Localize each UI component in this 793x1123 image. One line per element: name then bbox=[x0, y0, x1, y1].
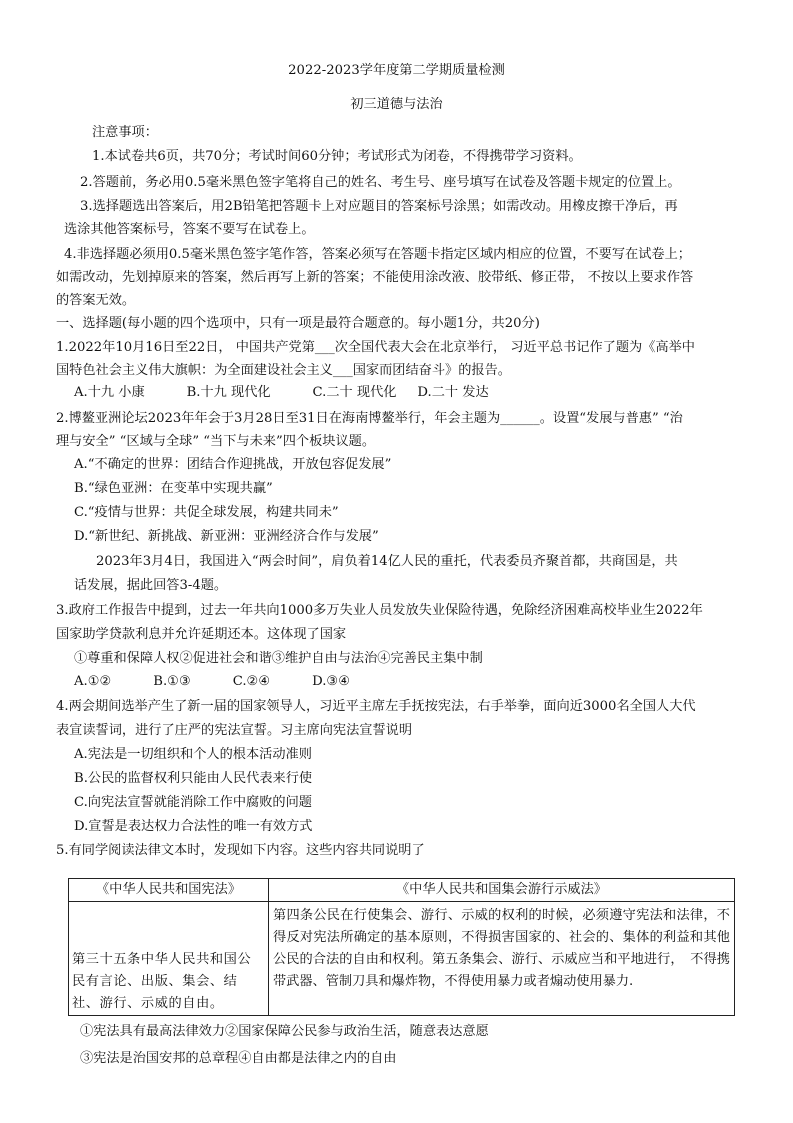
question-2-line1: 2.博鳌亚洲论坛2023年年会于3月28日至31日在海南博鳌举行，年会主题为______。设置“发展与普惠” “治 bbox=[56, 411, 683, 426]
question-4-line2: 表宣读誓词，进行了庄严的宪法宣誓。习主席向宪法宣誓说明 bbox=[56, 723, 413, 738]
question-4-option-b: B.公民的监督权利只能由人民代表来行使 bbox=[74, 771, 313, 786]
question-2-option-d: D.“新世纪、新挑战、新亚洲：亚洲经济合作与发展” bbox=[74, 529, 379, 544]
table-cell-assembly-law-articles: 第四条公民在行使集会、游行、示威的权利的时候，必须遵守宪法和法律，不得反对宪法所确定的基本原则，不得损害国家的、社会的、集体的利益和其他公民的合法的自由和权利。第五条集会、游行、示威应当和平地进行， 不得携带武器、管制刀具和爆炸物，不得使用暴力或者煽动使用暴力. bbox=[269, 902, 735, 1016]
question-2-line2: 理与安全” “区域与全球” “当下与未来”四个板块议题。 bbox=[56, 434, 376, 449]
exam-title: 2022-2023学年度第二学期质量检测 bbox=[288, 63, 505, 78]
table-header-assembly-law: 《中华人民共和国集会游行示威法》 bbox=[269, 879, 735, 902]
notice-item: 3.选择题选出答案后，用2B铅笔把答题卡上对应题目的答案标号涂黑；如需改动。用橡皮擦干净后，再 bbox=[80, 199, 678, 214]
question-1-line2: 国特色社会主义伟大旗帜：为全面建设社会主义___国家而团结奋斗》的报告。 bbox=[56, 363, 511, 378]
table-cell-constitution-article: 第三十五条中华人民共和国公民有言论、出版、集会、结社、游行、示威的自由。 bbox=[69, 902, 269, 1016]
question-3-line1: 3.政府工作报告中提到，过去一年共向1000多万失业人员发放失业保险待遇，免除经济困难高校毕业生2022年 bbox=[56, 603, 703, 618]
exam-subject: 初三道德与法治 bbox=[350, 97, 443, 112]
question-2-option-c: C.“疫情与世界：共促全球发展，构建共同未” bbox=[74, 505, 339, 520]
question-2-option-a: A.“不确定的世界：团结合作迎挑战，开放包容促发展” bbox=[74, 457, 392, 472]
question-2-option-b: B.“绿色亚洲：在变革中实现共赢” bbox=[74, 481, 273, 496]
question-5-stem: 5.有同学阅读法律文本时，发现如下内容。这些内容共同说明了 bbox=[56, 843, 425, 858]
question-3-options: A.①② B.①③ C.②④ D.③④ bbox=[74, 674, 351, 689]
question-4-option-a: A.宪法是一切组织和个人的根本活动准则 bbox=[74, 747, 312, 762]
material-line1: 2023年3月4日，我国进入“两会时间”，肩负着14亿人民的重托，代表委员齐聚首都，共商国是，共 bbox=[96, 554, 678, 569]
table-header-constitution: 《中华人民共和国宪法》 bbox=[69, 879, 269, 902]
notice-item: 4.非选择题必须用0.5毫米黑色签字笔作答，答案必须写在答题卡指定区域内相应的位置，不要写在试卷上； bbox=[64, 247, 691, 262]
law-text-table bbox=[68, 878, 735, 1016]
notice-item: 选涂其他答案标号，答案不要写在试卷上。 bbox=[64, 222, 315, 237]
section-heading: 一、选择题(每小题的四个选项中，只有一项是最符合题意的。每小题1分，共20分) bbox=[56, 316, 540, 331]
notice-item: 2.答题前，务必用0.5毫米黑色签字笔将自己的姓名、考生号、座号填写在试卷及答题卡规定的位置上。 bbox=[80, 175, 681, 190]
material-line2: 话发展，据此回答3-4题。 bbox=[74, 578, 228, 593]
question-4-line1: 4.两会期间选举产生了新一届的国家领导人，习近平主席左手抚按宪法，右手举拳，面向近3000名全国人大代 bbox=[56, 699, 696, 714]
question-5-statements-line1: ①宪法具有最高法律效力②国家保障公民参与政治生活，随意表达意愿 bbox=[80, 1024, 489, 1039]
question-3-line2: 国家助学贷款利息并允许延期还本。这体现了国家 bbox=[56, 627, 347, 642]
question-5-statements-line2: ③宪法是治国安邦的总章程④自由都是法律之内的自由 bbox=[80, 1051, 397, 1066]
question-1-line1: 1.2022年10月16日至22日， 中国共产党第___次全国代表大会在北京举行， 习近平总书记作了题为《高举中 bbox=[56, 340, 695, 355]
notice-heading: 注意事项： bbox=[92, 125, 158, 140]
question-4-option-d: D.宣誓是表达权力合法性的唯一有效方式 bbox=[74, 819, 313, 834]
question-4-option-c: C.向宪法宣誓就能消除工作中腐败的问题 bbox=[74, 795, 312, 810]
question-3-statements: ①尊重和保障人权②促进社会和谐③维护自由与法治④完善民主集中制 bbox=[74, 651, 483, 666]
question-1-options: A.十九 小康 B.十九 现代化 C.二十 现代化 D.二十 发达 bbox=[74, 385, 489, 400]
notice-item: 1.本试卷共6页，共70分；考试时间60分钟；考试形式为闭卷，不得携带学习资料。 bbox=[92, 149, 582, 164]
notice-item: 的答案无效。 bbox=[56, 293, 136, 308]
notice-item: 如需改动，先划掉原来的答案，然后再写上新的答案；不能使用涂改液、胶带纸、修正带， 不按以上要求作答 bbox=[56, 270, 694, 285]
